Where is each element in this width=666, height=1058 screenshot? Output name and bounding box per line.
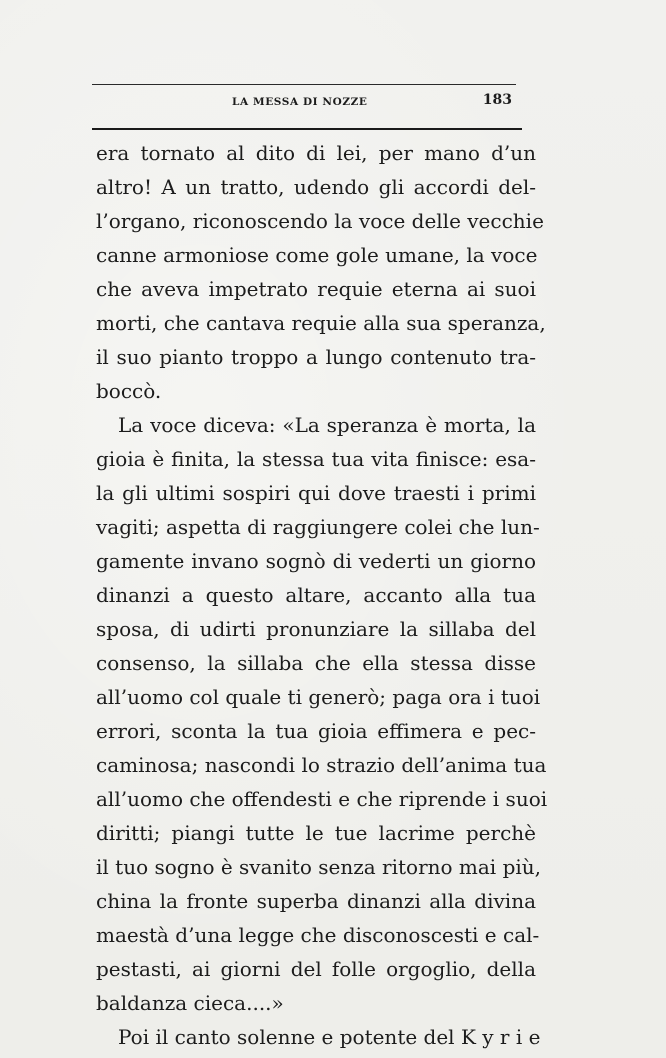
text-line: sposa, di udirti pronunziare la sillaba del xyxy=(96,617,536,641)
header-rule-bottom xyxy=(92,128,522,130)
text-line: caminosa; nascondi lo strazio dell’anima tua xyxy=(96,753,547,777)
text-line: morti, che cantava requie alla sua speranza, xyxy=(96,311,546,335)
text-line: boccò. xyxy=(96,379,162,403)
text-line: china la fronte superba dinanzi alla divina xyxy=(96,889,536,913)
text-line: pestasti, ai giorni del folle orgoglio, della xyxy=(96,957,536,981)
body-text xyxy=(96,136,548,1054)
text-line: altro! A un tratto, udendo gli accordi del- xyxy=(96,175,536,199)
text-line: che aveva impetrato requie eterna ai suoi xyxy=(96,277,536,301)
text-line: all’uomo col quale ti generò; paga ora i tuoi xyxy=(96,685,541,709)
text-line: maestà d’una legge che disconoscesti e cal- xyxy=(96,923,540,947)
text-line: la gli ultimi sospiri qui dove traesti i primi xyxy=(96,481,536,505)
text-line: canne armoniose come gole umane, la voce xyxy=(96,243,538,267)
running-head xyxy=(92,92,516,116)
text-line: baldanza cieca....» xyxy=(96,991,284,1015)
text-line: consenso, la sillaba che ella stessa disse xyxy=(96,651,536,675)
text-line: La voce diceva: «La speranza è morta, la xyxy=(118,413,536,437)
text-line: diritti; piangi tutte le tue lacrime perchè xyxy=(96,821,536,845)
page-number: 183 xyxy=(482,92,512,108)
text-line: errori, sconta la tua gioia effimera e pec- xyxy=(96,719,536,743)
header-rule-top xyxy=(92,84,516,85)
text-line: l’organo, riconoscendo la voce delle vecchie xyxy=(96,209,544,233)
text-line: all’uomo che offendesti e che riprende i suoi xyxy=(96,787,548,811)
text-line: Poi il canto solenne e potente del K y r i e xyxy=(118,1025,541,1049)
text-line: era tornato al dito di lei, per mano d’un xyxy=(96,141,536,165)
text-line: gamente invano sognò di vederti un giorno xyxy=(96,549,536,573)
text-line: il tuo sogno è svanito senza ritorno mai più, xyxy=(96,855,541,879)
text-line: dinanzi a questo altare, accanto alla tua xyxy=(96,583,536,607)
text-line: gioia è finita, la stessa tua vita finisce: esa- xyxy=(96,447,536,471)
text-line: il suo pianto troppo a lungo contenuto tra- xyxy=(96,345,536,369)
text-line: vagiti; aspetta di raggiungere colei che lun- xyxy=(96,515,540,539)
running-title: LA MESSA DI NOZZE xyxy=(232,96,368,108)
